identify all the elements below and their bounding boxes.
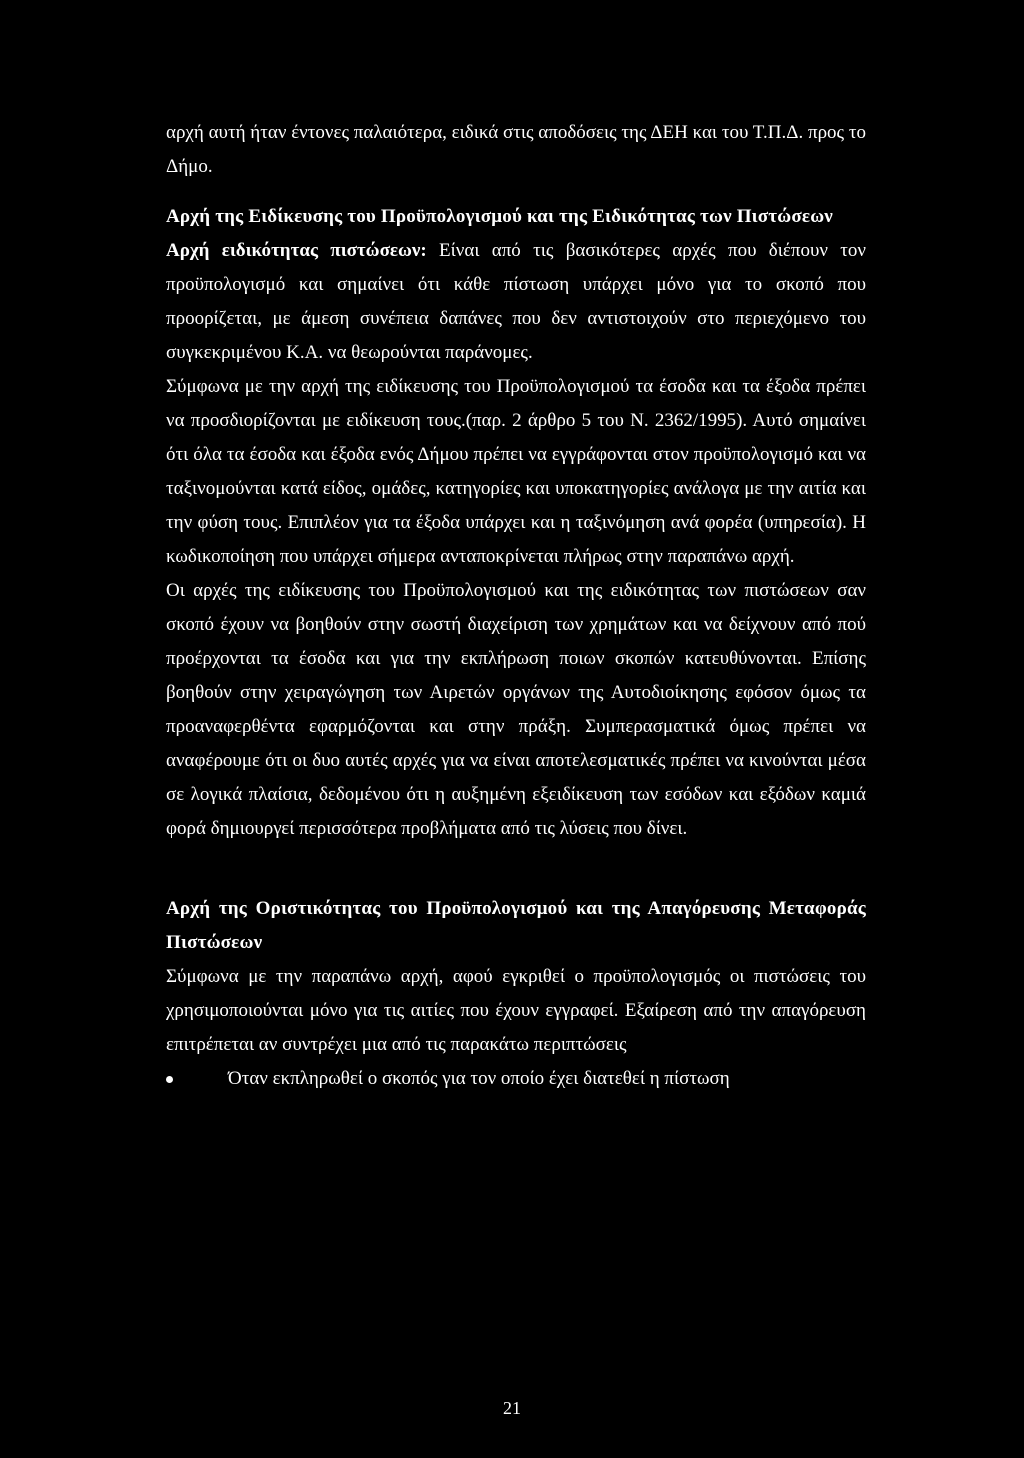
section1-heading: Αρχή της Ειδίκευσης του Προϋπολογισμού και της Ειδικότητας των Πιστώσεων bbox=[166, 206, 833, 227]
section1-paragraph3: Οι αρχές της ειδίκευσης του Προϋπολογισμού και της ειδικότητας των πιστώσεων σαν σκοπό έχουν να βοηθούν στην σωστή διαχείριση των χρημάτων και να δείχνουν από πού προέρχονται τα έσοδα και για την εκπλήρωση ποιων σκοπών κατευθύνονται. Επίσης βοηθούν στην χειραγώγηση των Αιρετών οργάνων της Αυτοδιοίκησης εφόσον όμως τα προαναφερθέντα εφαρμόζονται και στην πράξη. Συμπερασματικά όμως πρέπει να αναφέρουμε ότι οι δυο αυτές αρχές για να είναι αποτελεσματικές πρέπει να κινούνται μέσα σε λογικά πλαίσια, δεδομένου ότι η αυξημένη εξειδίκευση των εσόδων και εξόδων καμιά φορά δημιουργεί περισσότερα προβλήματα από τις λύσεις που δίνει. bbox=[166, 580, 866, 839]
section1-lead-term: Αρχή ειδικότητας πιστώσεων: bbox=[166, 240, 427, 261]
section1-paragraph1-text: Είναι από τις βασικότερες αρχές που διέπουν τον προϋπολογισμό και σημαίνει ότι κάθε πίστωση υπάρχει μόνο για το σκοπό που προορίζεται, με άμεση συνέπεια δαπάνες που δεν αντιστοιχούν στο περιεχόμενο του συγκεκριμένου Κ.Α. να θεωρούνται παράνομες. bbox=[166, 240, 866, 363]
intro-paragraph: αρχή αυτή ήταν έντονες παλαιότερα, ειδικά στις αποδόσεις της ΔΕΗ και του Τ.Π.Δ. προς το Δήμο. bbox=[166, 122, 866, 177]
document-page bbox=[166, 116, 866, 1096]
section2-bullet-list bbox=[166, 1062, 866, 1096]
list-item-text: Όταν εκπληρωθεί ο σκοπός για τον οποίο έχει διατεθεί η πίστωση bbox=[228, 1068, 730, 1089]
section1-paragraph1 bbox=[166, 234, 866, 370]
section2-heading: Αρχή της Οριστικότητας του Προϋπολογισμού και της Απαγόρευσης Μεταφοράς Πιστώσεων bbox=[166, 898, 866, 953]
section1-paragraph2: Σύμφωνα με την αρχή της ειδίκευσης του Προϋπολογισμού τα έσοδα και τα έξοδα πρέπει να προσδιορίζονται με ειδίκευση τους.(παρ. 2 άρθρο 5 του Ν. 2362/1995). Αυτό σημαίνει ότι όλα τα έσοδα και έξοδα ενός Δήμου πρέπει να εγγράφονται στον προϋπολογισμό και να ταξινομούνται κατά είδος, ομάδες, κατηγορίες και υποκατηγορίες ανάλογα με την αιτία και την φύση τους. Επιπλέον για τα έξοδα υπάρχει και η ταξινόμηση ανά φορέα (υπηρεσία). Η κωδικοποίηση που υπάρχει σήμερα ανταποκρίνεται πλήρως στην παραπάνω αρχή. bbox=[166, 376, 866, 567]
bullet-icon bbox=[166, 1076, 173, 1083]
page-number: 21 bbox=[503, 1398, 521, 1418]
spacer bbox=[166, 846, 866, 892]
spacer bbox=[166, 184, 866, 200]
list-item bbox=[166, 1062, 866, 1096]
section2-paragraph1: Σύμφωνα με την παραπάνω αρχή, αφού εγκριθεί ο προϋπολογισμός οι πιστώσεις του χρησιμοποιούνται μόνο για τις αιτίες που έχουν εγγραφεί. Εξαίρεση από την απαγόρευση επιτρέπεται αν συντρέχει μια από τις παρακάτω περιπτώσεις bbox=[166, 966, 866, 1055]
